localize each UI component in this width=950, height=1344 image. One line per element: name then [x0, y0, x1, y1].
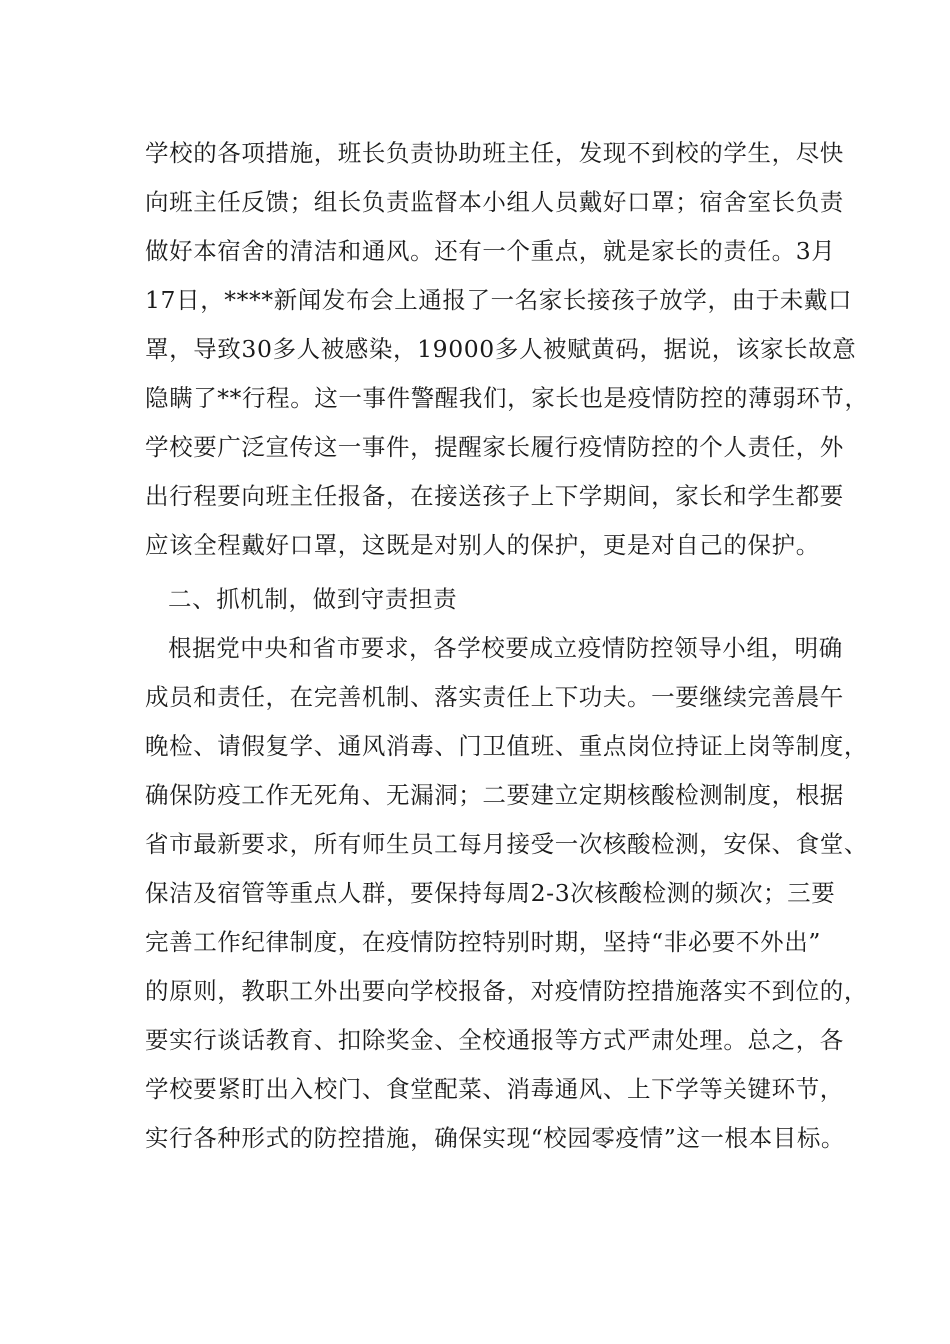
body-line: 隐瞒了**行程。这一事件警醒我们，家长也是疫情防控的薄弱环节，: [145, 384, 869, 412]
body-line: 学校的各项措施，班长负责协助班主任，发现不到校的学生，尽快: [145, 139, 844, 167]
body-line: 学校要广泛宣传这一事件，提醒家长履行疫情防控的个人责任，外: [145, 433, 844, 461]
body-line: 根据党中央和省市要求，各学校要成立疫情防控领导小组，明确: [168, 634, 843, 662]
body-line: 学校要紧盯出入校门、食堂配菜、消毒通风、上下学等关键环节，: [145, 1075, 844, 1103]
body-line: 出行程要向班主任报备，在接送孩子上下学期间，家长和学生都要: [145, 482, 844, 510]
body-line: 17日，****新闻发布会上通报了一名家长接孩子放学，由于未戴口: [145, 286, 853, 314]
body-line: 向班主任反馈；组长负责监督本小组人员戴好口罩；宿舍室长负责: [145, 188, 844, 216]
section-heading: 二、抓机制，做到守责担责: [168, 585, 458, 613]
body-line: 要实行谈话教育、扣除奖金、全校通报等方式严肃处理。总之，各: [145, 1026, 844, 1054]
body-line: 做好本宿舍的清洁和通风。还有一个重点，就是家长的责任。3月: [145, 237, 836, 265]
body-line: 罩，导致30多人被感染，19000多人被赋黄码，据说，该家长故意: [145, 335, 857, 363]
body-line: 的原则，教职工外出要向学校报备，对疫情防控措施落实不到位的，: [145, 977, 868, 1005]
body-line: 完善工作纪律制度，在疫情防控特别时期，坚持“非必要不外出”: [145, 928, 821, 956]
body-line: 实行各种形式的防控措施，确保实现“校园零疫情”这一根本目标。: [145, 1124, 846, 1152]
body-line: 成员和责任，在完善机制、落实责任上下功夫。一要继续完善晨午: [145, 683, 844, 711]
body-line: 确保防疫工作无死角、无漏洞；二要建立定期核酸检测制度，根据: [145, 781, 844, 809]
body-line: 晚检、请假复学、通风消毒、门卫值班、重点岗位持证上岗等制度，: [145, 732, 868, 760]
body-line: 保洁及宿管等重点人群，要保持每周2-3次核酸检测的频次；三要: [145, 879, 836, 907]
body-line: 省市最新要求，所有师生员工每月接受一次核酸检测，安保、食堂、: [145, 830, 868, 858]
body-line: 应该全程戴好口罩，这既是对别人的保护，更是对自己的保护。: [145, 531, 820, 559]
